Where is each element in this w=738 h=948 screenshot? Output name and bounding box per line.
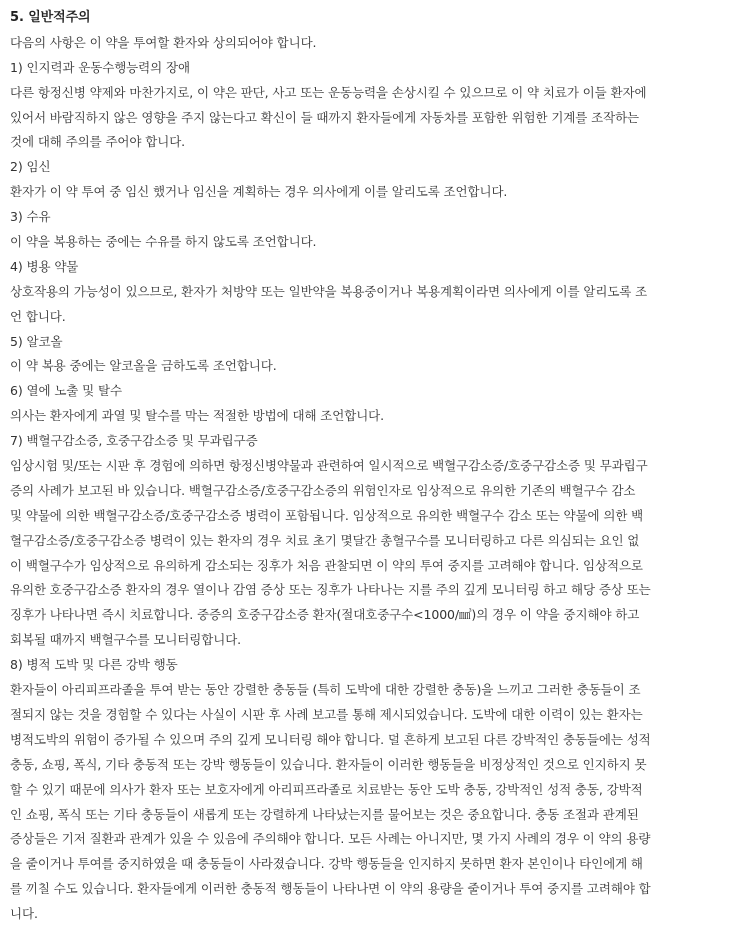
text-line: 충동, 쇼핑, 폭식, 기타 충동적 또는 강박 행동들이 있습니다. 환자들이 이러한 행동들을 비정상적인 것으로 인지하지 못 [10, 756, 647, 772]
text-line: 언 합니다. [10, 308, 66, 324]
text-line: 임상시험 및/또는 시판 후 경험에 의하면 항정신병약물과 관련하여 일시적으로 백혈구감소증/호중구감소증 및 무과립구 [10, 458, 648, 474]
text-line: 의사는 환자에게 과열 및 탈수를 막는 적절한 방법에 대해 조언합니다. [10, 408, 385, 424]
text-line: 회복될 때까지 백혈구수를 모니터링합니다. [10, 632, 242, 648]
text-line: 5) 알코올 [10, 333, 63, 349]
text-line: 인 쇼핑, 폭식 또는 기타 충동들이 새롭게 또는 강렬하게 나타났는지를 물어보는 것은 중요합니다. 충동 조절과 관계된 [10, 806, 639, 822]
text-line: 환자들이 아리피프라졸을 투여 받는 동안 강렬한 충동들 (특히 도박에 대한 강렬한 충동)을 느끼고 그러한 충동들이 조 [10, 682, 641, 698]
text-line: 환자가 이 약 투여 중 임신 했거나 임신을 계획하는 경우 의사에게 이를 알리도록 조언합니다. [10, 184, 508, 200]
text-line: 를 끼칠 수도 있습니다. 환자들에게 이러한 충동적 행동들이 나타나면 이 약의 용량을 줄이거나 투여 중지를 고려해야 합 [10, 881, 651, 897]
text-line: 절되지 않는 것을 경험할 수 있다는 사실이 시판 후 사례 보고를 통해 제시되었습니다. 도박에 대한 이력이 있는 환자는 [10, 706, 643, 722]
text-line: 3) 수유 [10, 209, 51, 225]
text-line: 상호작용의 가능성이 있으므로, 환자가 처방약 또는 일반약을 복용중이거나 복용계획이라면 의사에게 이를 알리도록 조 [10, 283, 648, 299]
text-line: 이 약을 복용하는 중에는 수유를 하지 않도록 조언합니다. [10, 234, 317, 250]
text-line: 것에 대해 주의를 주어야 합니다. [10, 134, 186, 150]
text-line: 있어서 바람직하지 않은 영향을 주지 않는다고 확신이 들 때까지 환자들에게 자동차를 포함한 위험한 기계를 조작하는 [10, 109, 640, 125]
document-body [10, 31, 730, 927]
text-line: 니다. [10, 906, 38, 922]
text-line: 병적도박의 위험이 증가될 수 있으며 주의 깊게 모니터링 해야 합니다. 덜 흔하게 보고된 다른 강박적인 충동들에는 성적 [10, 731, 651, 747]
text-line: 2) 임신 [10, 159, 51, 175]
text-line: 4) 병용 약물 [10, 258, 79, 274]
text-line: 유의한 호중구감소증 환자의 경우 열이나 감염 증상 또는 징후가 나타나는 지를 주의 깊게 모니터링 하고 해당 증상 또는 [10, 582, 651, 598]
text-line: 증의 사례가 보고된 바 있습니다. 백혈구감소증/호중구감소증의 위험인자로 임상적으로 유의한 기존의 백혈구수 감소 [10, 482, 636, 498]
text-line: 이 약 복용 중에는 알코올을 금하도록 조언합니다. [10, 358, 277, 374]
text-line: 을 줄이거나 투여를 중지하였을 때 충동들이 사라졌습니다. 강박 행동들을 인지하지 못하면 환자 본인이나 타인에게 해 [10, 856, 643, 872]
text-line: 다른 항정신병 약제와 마찬가지로, 이 약은 판단, 사고 또는 운동능력을 손상시킬 수 있으므로 이 약 치료가 이들 환자에 [10, 84, 647, 100]
text-line: 징후가 나타나면 즉시 치료합니다. 중증의 호중구감소증 환자(절대호중구수<1000/㎣)의 경우 이 약을 중지해야 하고 [10, 607, 640, 623]
text-line: 이 백혈구수가 임상적으로 유의하게 감소되는 징후가 처음 관찰되면 이 약의 투여 중지를 고려해야 합니다. 임상적으로 [10, 557, 643, 573]
text-line: 증상들은 기저 질환과 관계가 있을 수 있음에 주의해야 합니다. 모든 사례는 아니지만, 몇 가지 사례의 경우 이 약의 용량 [10, 831, 651, 847]
text-line: 1) 인지력과 운동수행능력의 장애 [10, 59, 190, 75]
text-line: 8) 병적 도박 및 다른 강박 행동 [10, 657, 178, 673]
text-line: 7) 백혈구감소증, 호중구감소증 및 무과립구증 [10, 433, 258, 449]
text-line: 할 수 있기 때문에 의사가 환자 또는 보호자에게 아리피프라졸로 치료받는 동안 도박 충동, 강박적인 성적 충동, 강박적 [10, 781, 643, 797]
section-title: 5. 일반적주의 [10, 10, 91, 25]
text-line: 혈구감소증/호중구감소증 병력이 있는 환자의 경우 치료 초기 몇달간 총혈구수를 모니터링하고 다른 의심되는 요인 없 [10, 532, 640, 548]
text-line: 및 약물에 의한 백혈구감소증/호중구감소증 병력이 포함됩니다. 임상적으로 유의한 백혈구수 감소 또는 약물에 의한 백 [10, 507, 644, 523]
text-line: 6) 열에 노출 및 탈수 [10, 383, 122, 399]
text-line: 다음의 사항은 이 약을 투여할 환자와 상의되어야 합니다. [10, 34, 317, 50]
